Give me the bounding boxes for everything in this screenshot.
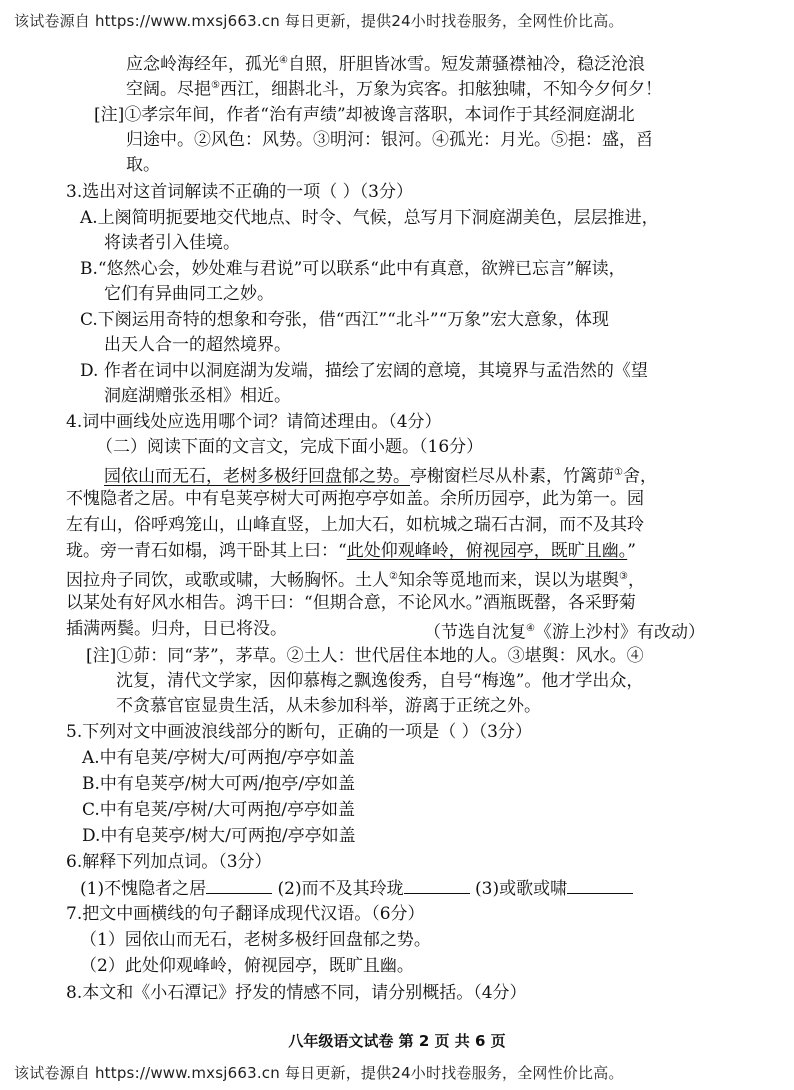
footnote-mark: ② bbox=[389, 571, 398, 582]
passage-line-5-b: 知余等觅地而来，误以为堪舆 bbox=[397, 570, 619, 591]
q6-answer-blank-1[interactable] bbox=[206, 877, 272, 894]
passage-line-5-a: 因拉舟子同饮，或歌或啸，大畅胸怀。土人 bbox=[66, 570, 389, 591]
passage-line-6: 以某处有好风水相告。鸿干曰：“但期合意，不论风水。”酒瓶既罄，各采野菊 bbox=[66, 593, 636, 613]
underlined-sentence-2: 此处仰观峰岭，俯视园亭，既旷且幽。 bbox=[346, 541, 628, 561]
passage-line-3: 左有山，俗呼鸡笼山，山峰直竖，上加大石，如杭城之瑞石古洞，而不及其玲 bbox=[66, 515, 644, 535]
q6-item-1: (1)不愧隐者之居 bbox=[80, 879, 207, 899]
note2-line-1: [注]①茆：同“茅”，茅草。②土人：世代居住本地的人。③堪舆：风水。④ bbox=[86, 646, 644, 666]
note1-line-2: 归途中。②风色：风势。③明河：银河。④孤光：月光。⑤挹：盛，舀 bbox=[126, 130, 653, 150]
footnote-mark: ④ bbox=[526, 623, 535, 634]
passage-line-1 bbox=[104, 462, 657, 488]
source-a: （节选自沈复 bbox=[424, 622, 526, 643]
footnote-mark: ④ bbox=[279, 55, 288, 66]
underlined-sentence-1: 园依山而无石，老树多极纡回盘郁之势。 bbox=[104, 466, 410, 487]
passage-line-4-b: ” bbox=[627, 541, 636, 561]
footnote-mark: ① bbox=[614, 467, 623, 478]
passage-line-2 bbox=[66, 488, 644, 510]
note2-line-3: 不贪慕官宦显贵生活，从未参加科举，游离于正统之外。 bbox=[116, 696, 541, 716]
q3-option-a-line-1: A.上阕简明扼要地交代地点、时令、气候，总写月下洞庭湖美色，层层推进， bbox=[80, 208, 659, 228]
q6-item-2: (2)而不及其玲珑 bbox=[277, 879, 404, 899]
source-banner-bottom: 该试卷源自 https://www.mxsj663.cn 每日更新，提供24小时找卷服务，全网性价比高。 bbox=[14, 1064, 624, 1082]
q6-answer-blank-3[interactable] bbox=[567, 877, 633, 894]
q6-item-3: (3)或歌或啸 bbox=[475, 879, 568, 899]
passage-line-7: 插满两鬓。归舟，日已将没。 bbox=[66, 619, 287, 639]
question-3-stem: 3.选出对这首词解读不正确的一项（ ）（3分） bbox=[66, 182, 413, 202]
poem-line-1-b: 自照，肝胆皆冰雪。短发萧骚襟袖冷，稳泛沧浪 bbox=[287, 54, 645, 75]
source-b: 《游上沙村》有改动） bbox=[534, 622, 705, 643]
q7-sentence-2: （2）此处仰观峰岭，俯视园亭，既旷且幽。 bbox=[80, 956, 414, 976]
question-5-stem: 5.下列对文中画波浪线部分的断句，正确的一项是（ ）（3分） bbox=[66, 722, 532, 742]
q3-option-c-line-1: C.下阕运用奇特的想象和夸张，借“西江”“北斗”“万象”宏大意象，体现 bbox=[80, 310, 609, 330]
poem-line-2 bbox=[126, 75, 662, 101]
question-6-stem: 6.解释下列加点词。（3分） bbox=[66, 852, 272, 872]
q5-option-c: C.中有皂荚/亭树/大可两抱/亭亭如盖 bbox=[82, 800, 355, 820]
poem-line-1-a: 应念岭海经年，孤光 bbox=[126, 54, 279, 75]
q5-option-a: A.中有皂荚/亭树大/可两抱/亭亭如盖 bbox=[82, 748, 355, 768]
q3-option-a-line-2: 将读者引入佳境。 bbox=[104, 233, 240, 253]
poem-line-2-b: 西江，细斟北斗，万象为宾客。扣舷独啸，不知今夕何夕！ bbox=[219, 79, 662, 100]
q5-option-d: D.中有皂荚亭/树大/可两抱/亭亭如盖 bbox=[82, 826, 356, 846]
q3-option-d-line-2: 洞庭湖赠张丞相》相近。 bbox=[104, 386, 291, 406]
poem-line-1 bbox=[126, 50, 645, 76]
q3-option-b-line-2: 它们有异曲同工之妙。 bbox=[104, 284, 274, 304]
footnote-mark: ⑤ bbox=[211, 80, 220, 91]
q3-option-d-line-1: D. 作者在词中以洞庭湖为发端，描绘了宏阔的意境，其境界与孟浩然的《望 bbox=[80, 361, 648, 381]
poem-line-2-a: 空阔。尽挹 bbox=[126, 79, 211, 100]
q5-option-b: B.中有皂荚亭/树大可两/抱亭/亭如盖 bbox=[82, 774, 356, 794]
note1-line-1: [注]①孝宗年间，作者“治有声绩”却被谗言落职，本词作于其经洞庭湖北 bbox=[94, 105, 635, 125]
footnote-mark: ③ bbox=[618, 571, 628, 582]
passage-line-5 bbox=[66, 566, 645, 592]
q6-answer-blank-2[interactable] bbox=[404, 877, 470, 894]
source-banner-top: 该试卷源自 https://www.mxsj663.cn 每日更新，提供24小时找卷服务，全网性价比高。 bbox=[14, 12, 624, 30]
page-footer: 八年级语文试卷 第 2 页 共 6 页 bbox=[288, 1032, 506, 1050]
q7-sentence-1: （1）园依山而无石，老树多极纡回盘郁之势。 bbox=[80, 930, 431, 950]
q3-option-c-line-2: 出天人合一的超然境界。 bbox=[104, 335, 291, 355]
passage-line-4-a: 珑。旁一青石如榻，鸿干卧其上曰：“ bbox=[66, 541, 347, 561]
question-8-stem: 8.本文和《小石潭记》抒发的情感不同，请分别概括。（4分） bbox=[66, 983, 527, 1003]
passage-line-5-c: ， bbox=[627, 570, 645, 591]
q3-option-b-line-1: B.“悠然心会，妙处难与君说”可以联系“此中有真意，欲辨已忘言”解读， bbox=[80, 259, 626, 279]
question-4-stem: 4.词中画线处应选用哪个词？请简述理由。（4分） bbox=[66, 412, 442, 432]
q6-items bbox=[80, 877, 633, 900]
passage-line-2-text: 不愧隐者之居。中有皂荚亭树大可两抱亭亭如盖。余所历园亭，此为第一。园 bbox=[66, 489, 644, 509]
note2-line-2: 沈复，清代文学家，因仰慕梅之飘逸俊秀，自号“梅逸”。他才学出众， bbox=[116, 671, 644, 691]
passage-line-4 bbox=[66, 540, 636, 562]
section-2-title: （二）阅读下面的文言文，完成下面小题。（16分） bbox=[96, 437, 484, 457]
passage-source bbox=[424, 618, 705, 644]
question-7-stem: 7.把文中画横线的句子翻译成现代汉语。（6分） bbox=[66, 904, 425, 924]
note1-line-3: 取。 bbox=[126, 155, 160, 175]
passage-line-1-c: 舍， bbox=[622, 466, 657, 487]
passage-line-1-b: 亭榭窗栏尽从朴素，竹篱茆 bbox=[410, 466, 614, 487]
